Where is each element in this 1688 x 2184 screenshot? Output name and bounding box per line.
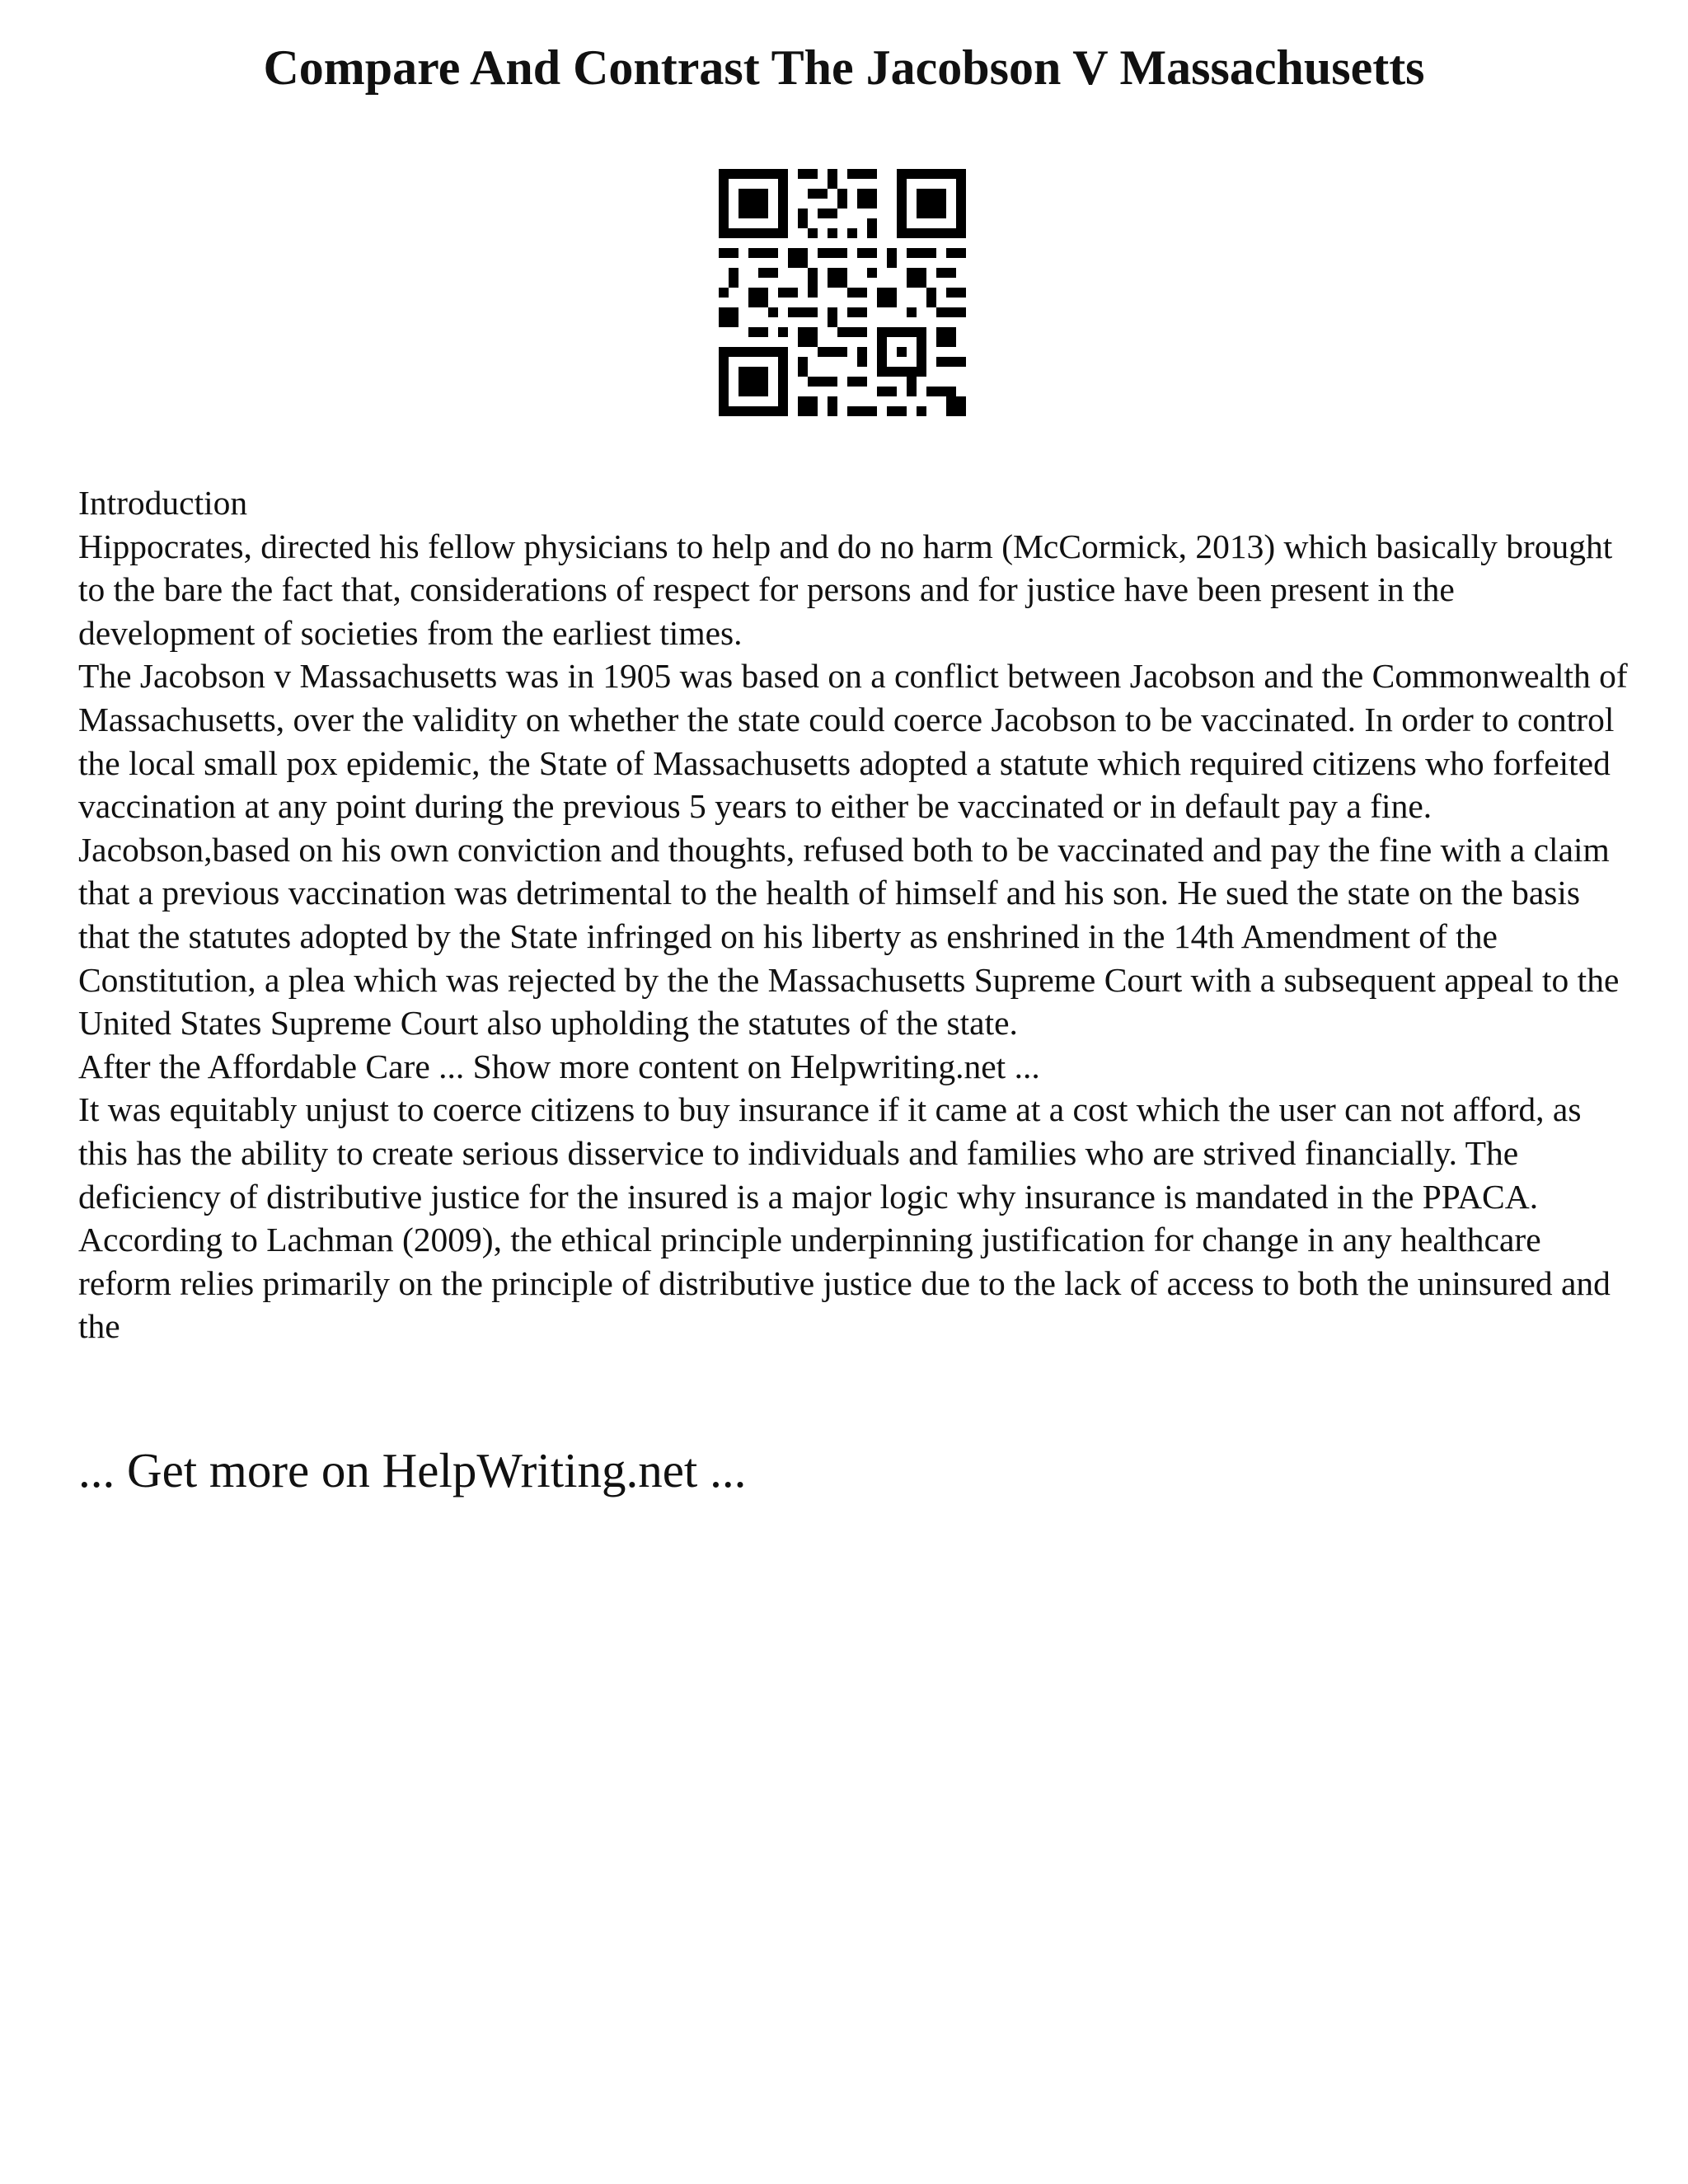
paragraph: The Jacobson v Massachusetts was in 1905 was based on a conflict between Jacobson and the Commonwealth of Massachusetts, over the validity on whether the state could coerce Jacobson to be vaccinated. In order to control the local small pox epidemic, the State of Massachusetts adopted a statute which required citizens who forfeited vaccination at any point during the previous 5 years to either be vaccinated or in default pay a fine. Jacobson,based on his own conviction and thoughts, refused both to be vaccinated and pay the fine with a claim that a previous vaccination was detrimental to the health of himself and his son. He sued the state on the basis that the statutes adopted by the State infringed on his liberty as enshrined in the 14th Amendment of the Constitution, a plea which was rejected by the the Massachusetts Supreme Court with a subsequent appeal to the United States Supreme Court also upholding the statutes of the state.: [78, 657, 1628, 1043]
paragraph: It was equitably unjust to coerce citizens to buy insurance if it came at a cost which the user can not afford, as this has the ability to create serious disservice to individuals and families who are strived financially. The deficiency of distributive justice for the insured is a major logic why insurance is mandated in the PPACA. According to Lachman (2009), the ethical principle underpinning justification for change in any healthcare reform relies primarily on the principle of distributive justice due to the lack of access to both the uninsured and the: [78, 1090, 1611, 1346]
get-more-link[interactable]: ... Get more on HelpWriting.net ...: [78, 1443, 747, 1497]
paragraph-intro-heading: Introduction: [78, 484, 248, 522]
qr-code-icon[interactable]: [719, 169, 966, 416]
show-more-link[interactable]: After the Affordable Care ... Show more content on Helpwriting.net ...: [78, 1047, 1040, 1085]
paragraph: Hippocrates, directed his fellow physicians to help and do no harm (McCormick, 2013) which basically brought to the bare the fact that, considerations of respect for persons and for justice have been present in the development of societies from the earliest times.: [78, 527, 1613, 652]
document-title: Compare And Contrast The Jacobson V Massachusetts: [263, 40, 1425, 95]
document-body: [78, 481, 1628, 1348]
